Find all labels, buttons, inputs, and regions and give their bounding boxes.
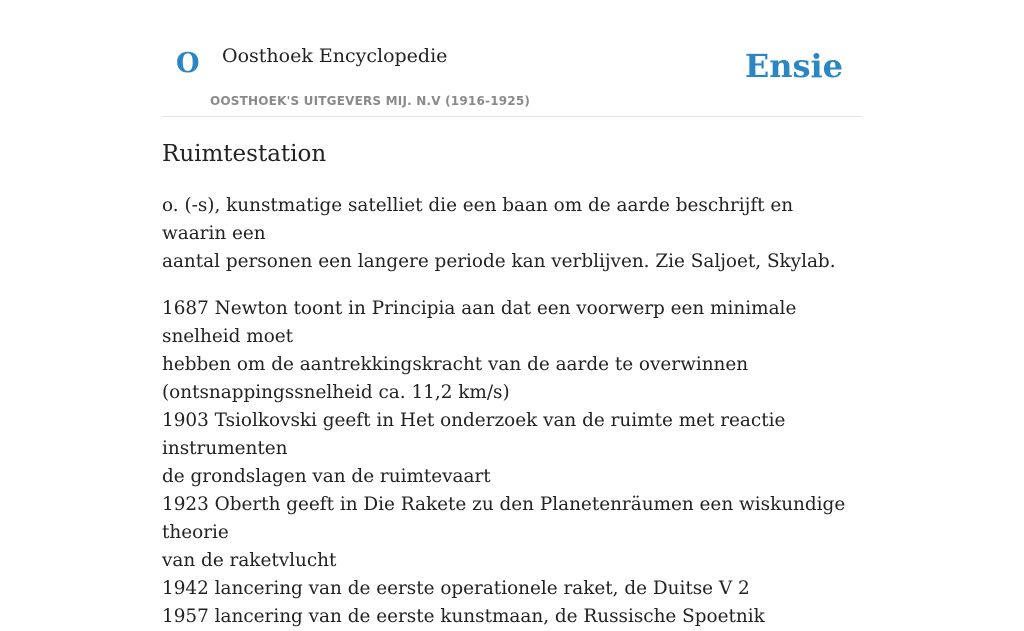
page-header [162,0,862,117]
entry-definition: o. (-s), kunstmatige satelliet die een baan om de aarde beschrijft en waarin een aantal personen een langere periode kan verblijven. Zie Saljoet, Skylab. [162,195,836,272]
entry-title: Ruimtestation [162,141,327,167]
source-title-link[interactable]: Oosthoek Encyclopedie [222,45,448,67]
source-logo: O [176,48,200,79]
site-logo-link[interactable]: Ensie [744,47,843,85]
entry-content [162,138,862,631]
entry-timeline: 1687 Newton toont in Principia aan dat een voorwerp een minimale snelheid moet hebben om de aantrekkingskracht van de aarde te overwinnen (ontsnappingssnelheid ca. 11,2 km/s) 1903 Tsiolkovski geeft in Het onderzoek van de ruimte met reactie instrumenten de grondslagen van de ruimtevaart 1923 Oberth geeft in Die Rakete zu den Planetenräumen een wiskundige theorie van de raketvlucht 1942 lancering van de eerste operationele raket, de Duitse V 2 1957 lancering van de eerste kunstmaan, de Russische Spoetnik [162,298,846,627]
source-publisher: OOSTHOEK'S UITGEVERS MIJ. N.V (1916-1925) [210,94,531,108]
